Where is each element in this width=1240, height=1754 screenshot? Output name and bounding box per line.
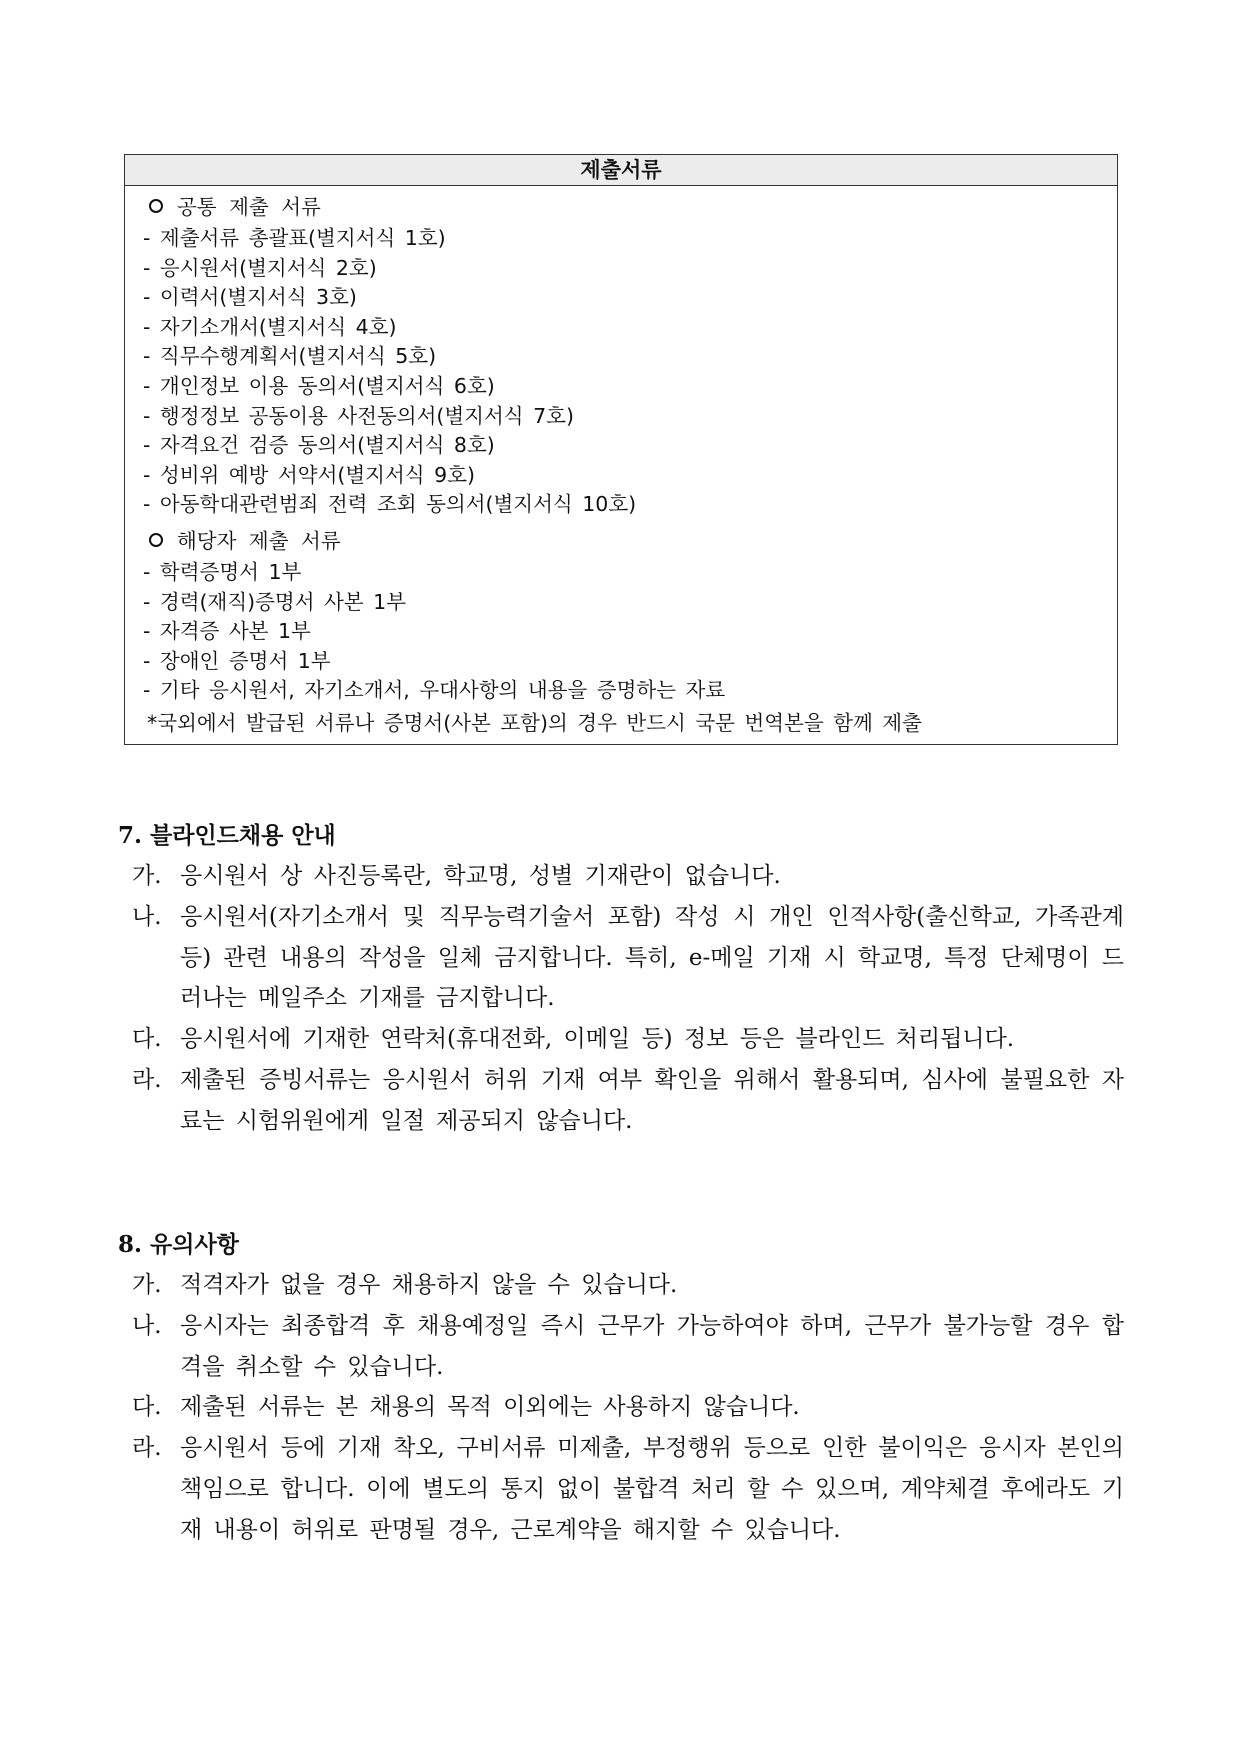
list-item: - 경력(재직)증명서 사본 1부 [143, 589, 407, 614]
section-title: 8. 유의사항 [118, 1231, 239, 1258]
list-item: - 자격증 사본 1부 [143, 619, 311, 644]
list-item: - 제출서류 총괄표(별지서식 1호) [143, 226, 446, 250]
paragraph-item [118, 897, 1124, 1019]
item-text: 응시원서 등에 기재 착오, 구비서류 미제출, 부정행위 등으로 인한 불이익은 응시자 본인의 책임으로 합니다. 이에 별도의 통지 없이 불합격 처리 할 수 있으며, 계약체결 후에라도 기재 내용이 허위로 판명될 경우, 근로계약을 해지할 수 있습니다. [180, 1435, 1124, 1543]
list-item: - 응시원서(별지서식 2호) [143, 255, 377, 280]
paragraph-item [118, 1265, 1124, 1306]
item-marker: 라. [132, 1066, 162, 1093]
list-item: - 아동학대관련범죄 전력 조회 동의서(별지서식 10호) [143, 492, 637, 517]
section-title: 7. 블라인드채용 안내 [118, 822, 336, 849]
paragraph-item [118, 1060, 1124, 1142]
paragraph-item [118, 1306, 1124, 1388]
item-marker: 다. [132, 1394, 162, 1421]
list-item: - 행정정보 공동이용 사전동의서(별지서식 7호) [143, 403, 574, 428]
list-item: - 개인정보 이용 동의서(별지서식 6호) [143, 373, 495, 398]
paragraph-item [118, 856, 1124, 897]
circle-bullet-icon [149, 199, 163, 213]
applicable-documents-title [143, 524, 1117, 558]
list-item: - 성비위 예방 서약서(별지서식 9호) [143, 462, 475, 487]
circle-bullet-icon [149, 533, 163, 547]
table-body [125, 186, 1117, 744]
item-marker: 나. [132, 903, 162, 930]
item-marker: 라. [132, 1435, 162, 1462]
section-blind-recruitment [118, 816, 1124, 1142]
list-item: - 기타 응시원서, 자기소개서, 우대사항의 내용을 증명하는 자료 [143, 678, 726, 703]
foreign-documents-note: *국외에서 발급된 서류나 증명서(사본 포함)의 경우 반드시 국문 번역본을 함께 제출 [147, 710, 922, 735]
list-item: - 장애인 증명서 1부 [143, 648, 331, 673]
item-marker: 다. [132, 1026, 162, 1053]
list-item: - 직무수행계획서(별지서식 5호) [143, 344, 437, 369]
paragraph-item [118, 1387, 1124, 1428]
applicable-documents-title-text: 해당자 제출 서류 [177, 528, 341, 553]
section-precautions [118, 1225, 1124, 1551]
item-text: 제출된 서류는 본 채용의 목적 이외에는 사용하지 않습니다. [180, 1394, 800, 1421]
item-marker: 가. [132, 1272, 162, 1298]
item-text: 제출된 증빙서류는 응시원서 허위 기재 여부 확인을 위해서 활용되며, 심사에 불필요한 자료는 시험위원에게 일절 제공되지 않습니다. [180, 1066, 1124, 1134]
submission-documents-table [124, 154, 1118, 745]
item-text: 응시원서 상 사진등록란, 학교명, 성별 기재란이 없습니다. [180, 863, 781, 889]
item-marker: 나. [132, 1312, 162, 1339]
list-item: - 자기소개서(별지서식 4호) [143, 314, 397, 339]
paragraph-item [118, 1019, 1124, 1060]
item-text: 응시원서(자기소개서 및 직무능력기술서 포함) 작성 시 개인 인적사항(출신학교, 가족관계 등) 관련 내용의 작성을 일체 금지합니다. 특히, e-메일 기재 시 학교명, 특정 단체명이 드러나는 메일주소 기재를 금지합니다. [180, 903, 1124, 1012]
item-text: 적격자가 없을 경우 채용하지 않을 수 있습니다. [180, 1272, 678, 1298]
list-item: - 학력증명서 1부 [143, 559, 302, 584]
list-item: - 자격요건 검증 동의서(별지서식 8호) [143, 433, 495, 458]
table-header: 제출서류 [125, 155, 1117, 186]
item-marker: 가. [132, 863, 162, 889]
item-text: 응시자는 최종합격 후 채용예정일 즉시 근무가 가능하여야 하며, 근무가 불가능할 경우 합격을 취소할 수 있습니다. [180, 1312, 1124, 1380]
common-documents-title [143, 190, 1117, 224]
list-item: - 이력서(별지서식 3호) [143, 285, 357, 310]
paragraph-item [118, 1428, 1124, 1550]
common-documents-title-text: 공통 제출 서류 [177, 195, 321, 219]
item-text: 응시원서에 기재한 연락처(휴대전화, 이메일 등) 정보 등은 블라인드 처리됩니다. [180, 1026, 1015, 1053]
